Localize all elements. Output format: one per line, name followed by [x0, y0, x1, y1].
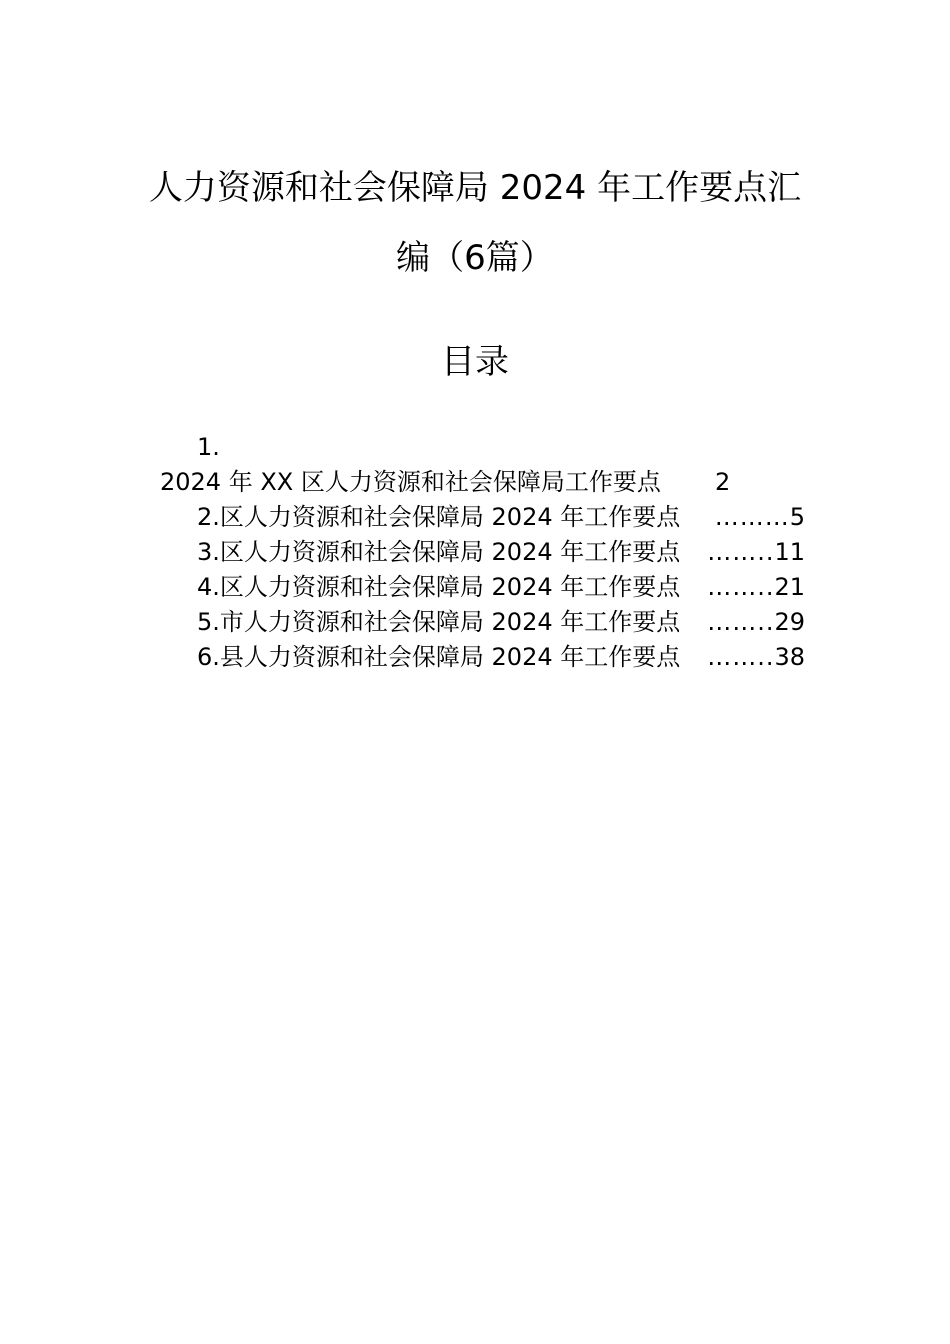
toc-leader-dots: ………	[714, 503, 790, 531]
toc-leader-dots: ……..	[707, 538, 775, 566]
toc-leader-dots: ……..	[707, 643, 775, 671]
document-title-line-1: 人力资源和社会保障局 2024 年工作要点汇	[148, 168, 802, 208]
toc-entry-title: 区人力资源和社会保障局 2024 年工作要点	[219, 503, 681, 531]
toc-entry-page: 29	[774, 608, 805, 636]
toc-leader-dots: ……..	[707, 608, 775, 636]
toc-entry-title: 区人力资源和社会保障局 2024 年工作要点	[219, 573, 681, 601]
toc-entry-4[interactable]	[197, 572, 805, 602]
toc-entry-1-number[interactable]: 1.	[197, 433, 220, 461]
toc-entry-5[interactable]	[197, 607, 805, 637]
toc-entry-number: 5.	[197, 608, 220, 636]
toc-entry-page: 5	[789, 503, 805, 531]
toc-entry-1-page[interactable]: 2	[715, 468, 731, 496]
toc-entry-page: 11	[774, 538, 805, 566]
toc-leader-dots: ……..	[707, 573, 775, 601]
document-title-line-2: 编（6篇）	[396, 238, 554, 278]
toc-entry-1-title[interactable]: 2024 年 XX 区人力资源和社会保障局工作要点	[160, 468, 661, 496]
toc-entry-page: 38	[774, 643, 805, 671]
toc-entry-number: 4.	[197, 573, 220, 601]
toc-entry-title: 县人力资源和社会保障局 2024 年工作要点	[219, 643, 681, 671]
toc-entry-3[interactable]	[197, 537, 805, 567]
toc-heading: 目录	[441, 342, 509, 382]
toc-entry-6[interactable]	[197, 642, 805, 672]
toc-entry-number: 2.	[197, 503, 220, 531]
toc-entry-title: 市人力资源和社会保障局 2024 年工作要点	[219, 608, 681, 636]
toc-entry-title: 区人力资源和社会保障局 2024 年工作要点	[219, 538, 681, 566]
toc-entry-number: 3.	[197, 538, 220, 566]
toc-entry-number: 6.	[197, 643, 220, 671]
toc-entry-2[interactable]	[197, 502, 805, 532]
toc-entry-page: 21	[774, 573, 805, 601]
